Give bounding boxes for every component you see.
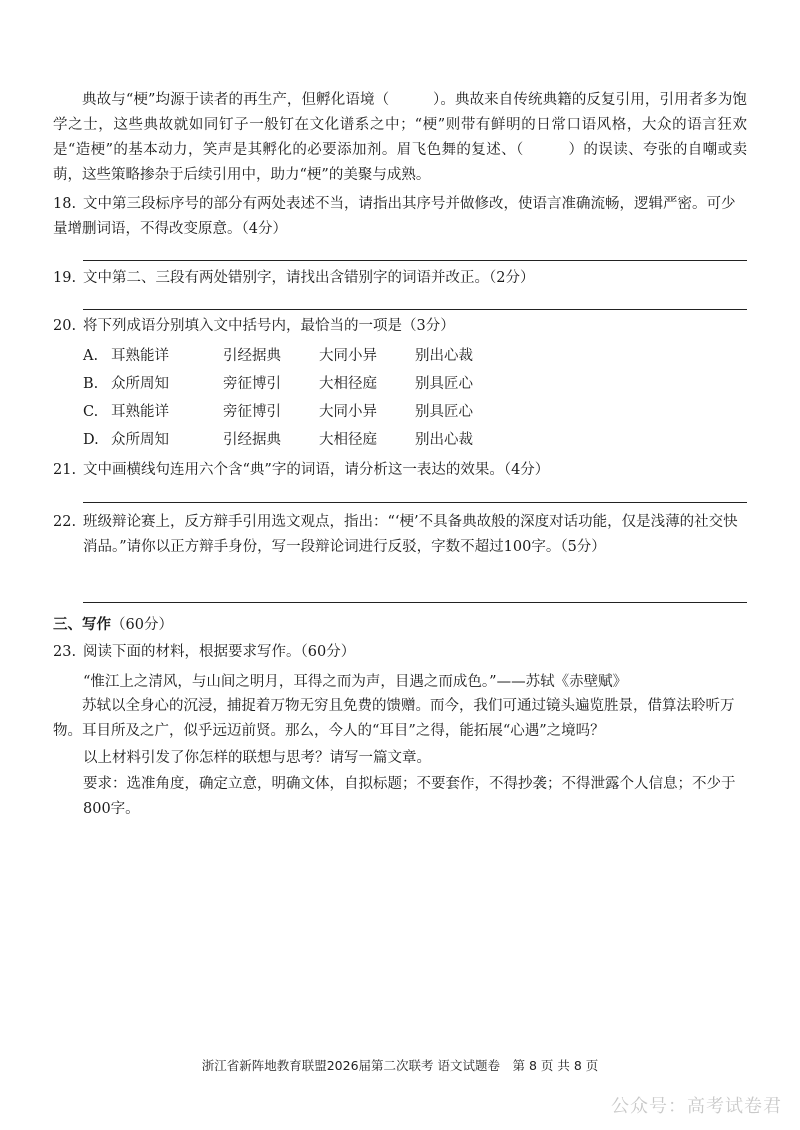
option-label: C. bbox=[83, 404, 99, 420]
option-label: B. bbox=[83, 376, 99, 392]
option-item: 众所周知 bbox=[111, 376, 169, 392]
question-text: 文中画横线句连用六个含“典”字的词语，请分析这一表达的效果。（4分） bbox=[83, 462, 550, 478]
option-item: 别具匠心 bbox=[415, 404, 473, 420]
answer-line[interactable] bbox=[83, 602, 747, 603]
option-item: 旁征博引 bbox=[223, 404, 281, 420]
writing-prompt: 以上材料引发了你怎样的联想与思考？请写一篇文章。 bbox=[83, 750, 431, 766]
section-title: 三、写作 bbox=[53, 616, 111, 633]
option-label: D. bbox=[83, 432, 99, 448]
material-paragraph: 苏轼以全身心的沉浸，捕捉着万物无穷且免费的馈赠。而今，我们可通过镜头遍览胜景，借算法聆听万物。耳目所及之广，似乎远迈前贤。那么，今人的“耳目”之得，能拓展“心遇”之境吗？ bbox=[53, 698, 735, 739]
question-number: 20. bbox=[53, 318, 77, 334]
option-item: 大相径庭 bbox=[319, 432, 377, 448]
question-number: 21. bbox=[53, 462, 77, 478]
option-item: 大同小异 bbox=[319, 348, 377, 364]
watermark: 公众号：高考试卷君 bbox=[611, 1096, 782, 1117]
option-b[interactable] bbox=[83, 372, 515, 397]
question-19 bbox=[53, 266, 747, 291]
option-item: 别出心裁 bbox=[415, 432, 473, 448]
option-item: 引经据典 bbox=[223, 432, 281, 448]
writing-requirements: 要求：选准角度，确定立意，明确文体，自拟标题；不要套作，不得抄袭；不得泄露个人信息；不少于800字。 bbox=[83, 776, 736, 817]
answer-line[interactable] bbox=[83, 260, 747, 261]
section-writing-heading bbox=[53, 612, 173, 638]
option-item: 旁征博引 bbox=[223, 376, 281, 392]
question-text: 将下列成语分别填入文中括号内，最恰当的一项是（3分） bbox=[83, 318, 455, 334]
passage-paragraph: 典故与“梗”均源于读者的再生产，但孵化语境（ ）。典故来自传统典籍的反复引用，引用者多为饱学之士，这些典故就如同钉子一般钉在文化谱系之中；“梗”则带有鲜明的日常口语风格，大众的语言狂欢是“造梗”的基本动力，笑声是其孵化的必要添加剂。眉飞色舞的复述、（ ）的误读、夸张的自嘲或卖萌，这些策略掺杂于后续引用中，助力“梗”的美聚与成熟。 bbox=[53, 92, 747, 183]
answer-line[interactable] bbox=[83, 502, 747, 503]
option-label: A. bbox=[83, 348, 99, 364]
option-d[interactable] bbox=[83, 428, 515, 453]
page-footer: 浙江省新阵地教育联盟2026届第二次联考 语文试题卷 第 8 页 共 8 页 bbox=[201, 1058, 599, 1073]
option-item: 别具匠心 bbox=[415, 376, 473, 392]
option-item: 耳熟能详 bbox=[111, 404, 169, 420]
question-text: 文中第三段标序号的部分有两处表述不当，请指出其序号并做修改，使语言准确流畅，逻辑严密。可少量增删词语，不得改变原意。（4分） bbox=[53, 196, 736, 237]
question-number: 23. bbox=[53, 644, 77, 660]
question-23 bbox=[53, 640, 747, 665]
question-text: 文中第二、三段有两处错别字，请找出含错别字的词语并改正。（2分） bbox=[83, 270, 535, 286]
option-item: 耳熟能详 bbox=[111, 348, 169, 364]
option-item: 众所周知 bbox=[111, 432, 169, 448]
option-item: 大同小异 bbox=[319, 404, 377, 420]
question-number: 22. bbox=[53, 514, 77, 530]
option-a[interactable] bbox=[83, 344, 515, 369]
material-quote: “惟江上之清风，与山间之明月，耳得之而为声，目遇之而成色。”——苏轼《赤壁赋》 bbox=[83, 674, 628, 690]
question-21 bbox=[53, 458, 747, 483]
option-item: 别出心裁 bbox=[415, 348, 473, 364]
question-20 bbox=[53, 314, 747, 339]
question-number: 18. bbox=[53, 196, 77, 212]
question-22-text: 班级辩论赛上，反方辩手引用选文观点，指出：“‘梗’不具备典故般的深度对话功能，仅是浅薄的社交快消品。”请你以正方辩手身份，写一段辩论词进行反驳，字数不超过100字。（5分） bbox=[83, 514, 738, 555]
question-number: 19. bbox=[53, 270, 77, 286]
question-text: 阅读下面的材料，根据要求写作。（60分） bbox=[83, 644, 356, 660]
question-18 bbox=[53, 192, 747, 242]
option-item: 大相径庭 bbox=[319, 376, 377, 392]
section-score: （60分） bbox=[111, 617, 173, 633]
option-item: 引经据典 bbox=[223, 348, 281, 364]
option-c[interactable] bbox=[83, 400, 515, 425]
answer-line[interactable] bbox=[83, 309, 747, 310]
